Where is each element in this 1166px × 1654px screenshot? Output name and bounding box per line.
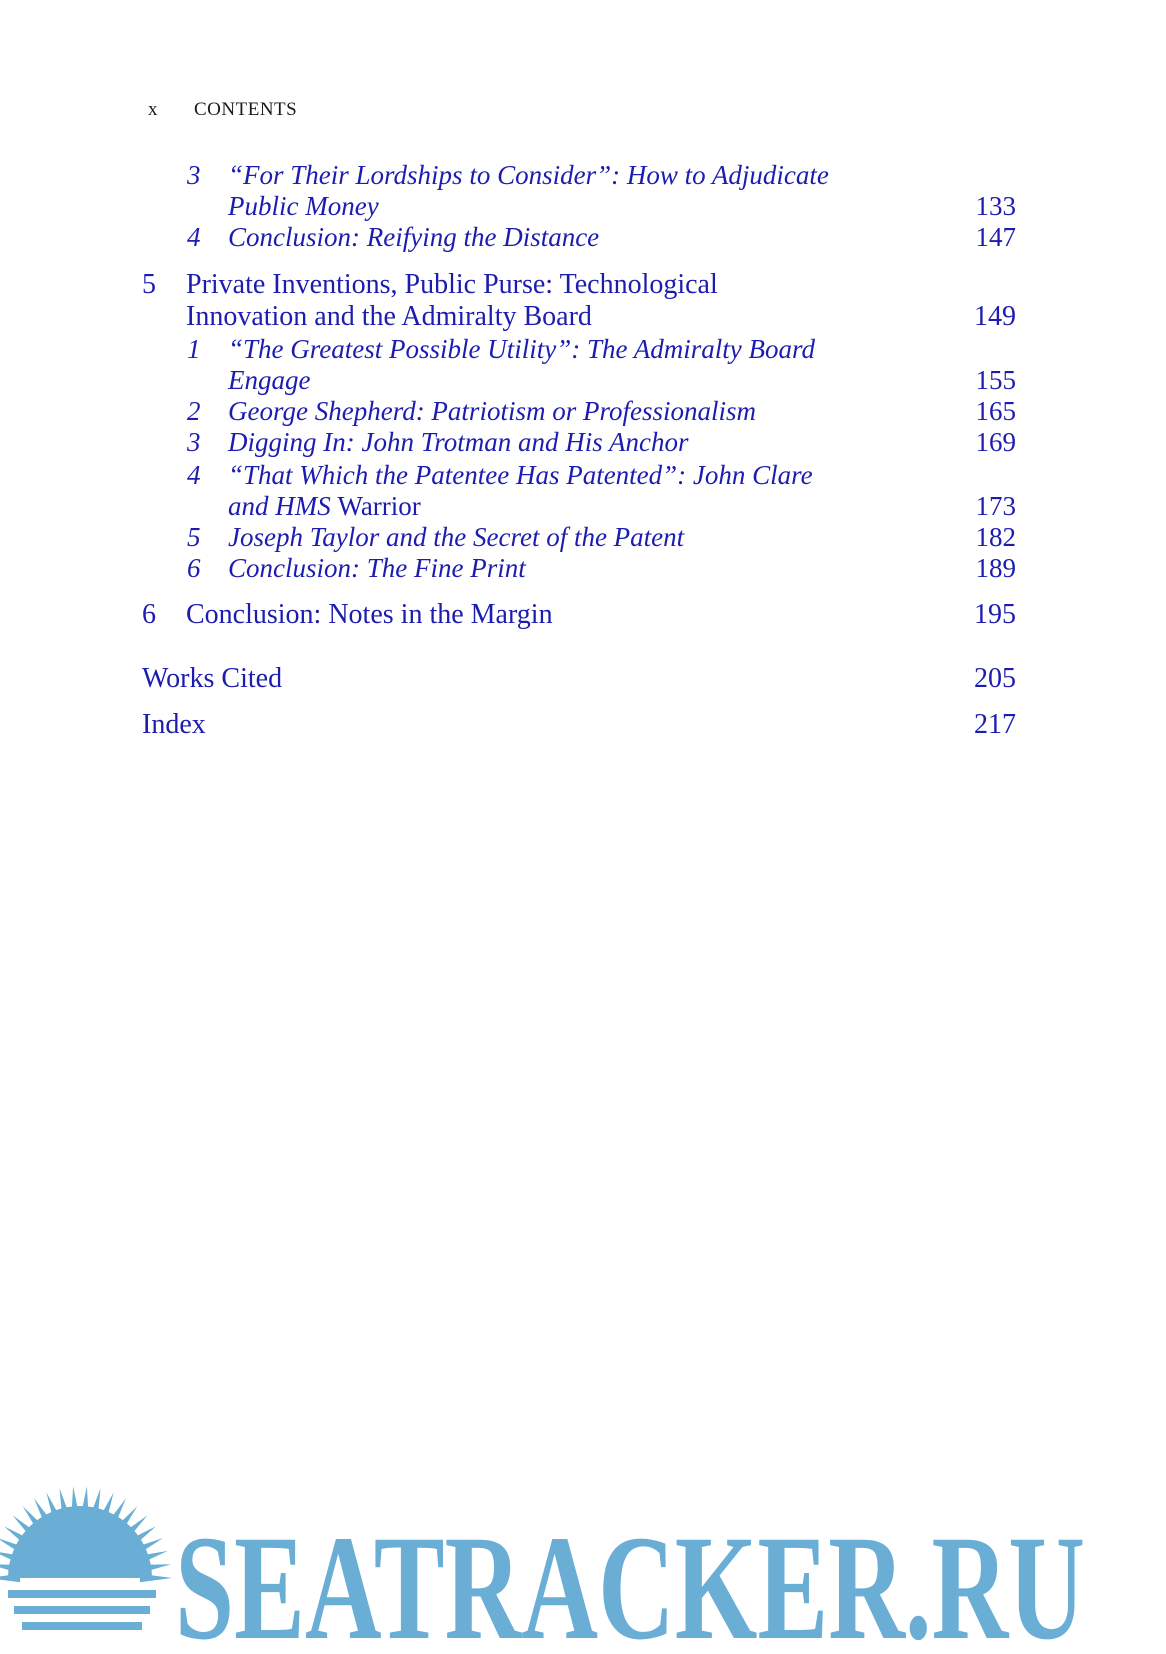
sunburst-logo-icon xyxy=(0,1486,172,1630)
index-label: Index xyxy=(142,709,206,740)
ship-name: Warrior xyxy=(337,491,421,521)
section-title: “The Greatest Possible Utility”: The Admiralty Board xyxy=(228,334,815,364)
running-header xyxy=(148,99,297,121)
header-title: CONTENTS xyxy=(194,99,298,120)
watermark xyxy=(0,1480,1166,1654)
page-ref: 133 xyxy=(975,191,1016,221)
chapter-number: 6 xyxy=(142,599,156,630)
chapter-number: 5 xyxy=(142,269,156,300)
section-number: 5 xyxy=(187,522,201,552)
chapter-title: Private Inventions, Public Purse: Technological xyxy=(186,269,718,300)
page-ref: 205 xyxy=(974,663,1016,694)
section-number: 4 xyxy=(187,460,201,490)
page-ref: 169 xyxy=(975,427,1016,457)
section-title: Conclusion: Reifying the Distance xyxy=(228,222,600,252)
section-title-continued xyxy=(228,491,421,522)
section-title: “For Their Lordships to Consider”: How to Adjudicate xyxy=(228,160,829,190)
page-ref: 189 xyxy=(975,553,1016,583)
chapter-title-continued: Innovation and the Admiralty Board xyxy=(186,301,592,332)
page-ref: 147 xyxy=(975,222,1016,252)
page-ref: 195 xyxy=(974,599,1016,630)
section-number: 6 xyxy=(187,553,201,583)
section-title: Conclusion: The Fine Print xyxy=(228,553,526,583)
section-title-continued: Public Money xyxy=(228,191,379,221)
works-cited-label: Works Cited xyxy=(142,663,283,694)
section-number: 1 xyxy=(187,334,201,364)
section-number: 3 xyxy=(187,427,201,457)
page-ref: 217 xyxy=(974,709,1016,740)
section-number: 4 xyxy=(187,222,201,252)
page-ref: 173 xyxy=(975,491,1016,521)
section-title: George Shepherd: Patriotism or Professionalism xyxy=(228,396,756,426)
page-number: x xyxy=(148,99,158,120)
page-ref: 155 xyxy=(975,365,1016,395)
section-number: 2 xyxy=(187,396,201,426)
section-title-continued: Engage xyxy=(228,365,311,395)
chapter-title: Conclusion: Notes in the Margin xyxy=(186,599,553,630)
page-ref: 182 xyxy=(975,522,1016,552)
page-ref: 165 xyxy=(975,396,1016,426)
page-ref: 149 xyxy=(974,301,1016,332)
section-title: Digging In: John Trotman and His Anchor xyxy=(228,427,689,457)
watermark-text: SEATRACKER.RU xyxy=(175,1505,1085,1654)
section-title: “That Which the Patentee Has Patented”: John Clare xyxy=(228,460,813,490)
section-title-italic-part: and HMS xyxy=(228,491,331,521)
section-number: 3 xyxy=(187,160,201,190)
section-title: Joseph Taylor and the Secret of the Patent xyxy=(228,522,685,552)
